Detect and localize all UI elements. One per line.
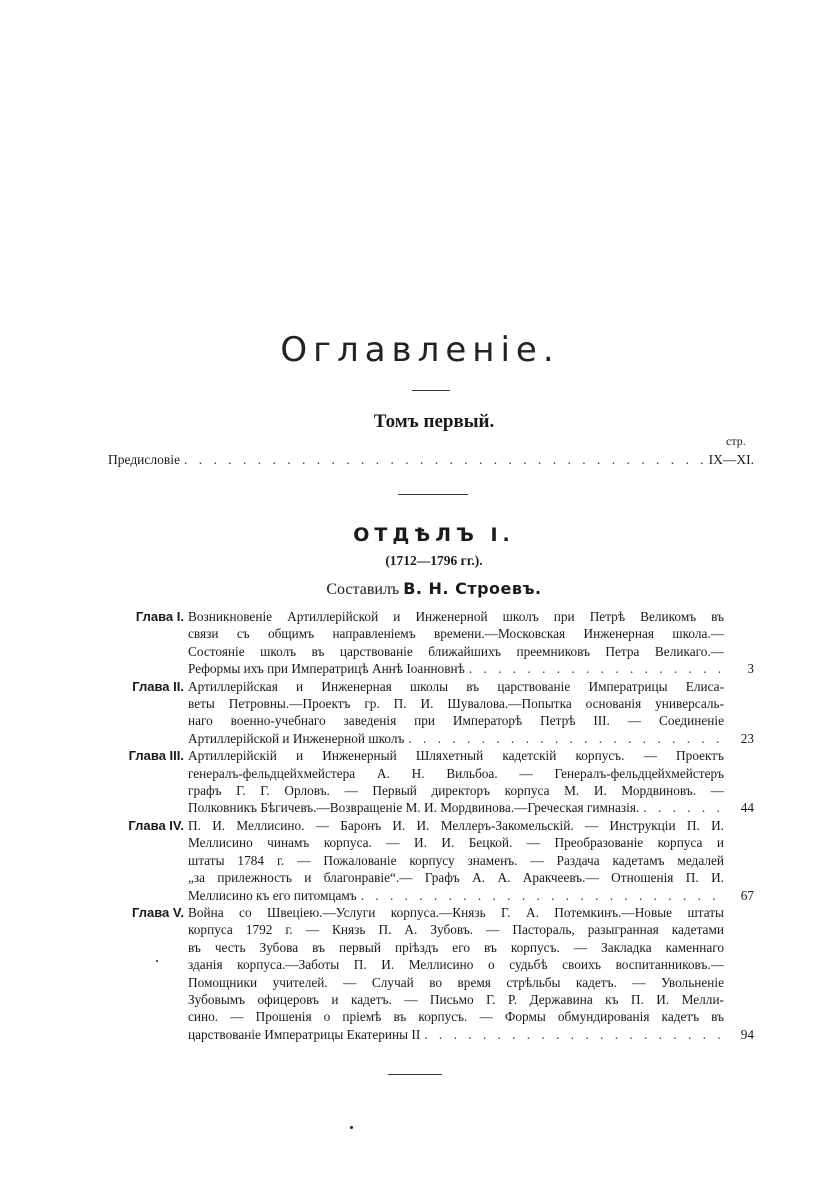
chapter-entry[interactable] <box>116 747 754 817</box>
dot-leader <box>184 452 705 468</box>
chapter-label: Глава IV. <box>128 817 184 833</box>
chapter-label: Глава I. <box>135 609 184 624</box>
chapter-text-line: веты Петровны.—Проектъ гр. П. И. Шувалова.—Попытка основанія универсаль- <box>188 696 724 712</box>
dot-leader <box>643 799 720 816</box>
end-rule <box>388 1074 442 1075</box>
dot-leader <box>469 660 720 677</box>
chapter-list <box>116 608 754 1043</box>
chapter-text-line: наго военно-учебнаго заведенія при Императорѣ Петрѣ III. — Соединеніе <box>188 713 724 729</box>
dot-leader <box>424 1026 720 1043</box>
volume-heading: Томъ первый. <box>373 411 495 432</box>
chapter-text-line: связи съ общимъ направленіемъ времени.—Московская Инженерная школа.— <box>188 626 724 642</box>
page-speck <box>350 1126 353 1129</box>
chapter-page-number: 67 <box>740 887 754 903</box>
chapter-description <box>188 678 724 748</box>
chapter-page-number: 23 <box>740 730 754 746</box>
section-years: (1712—1796 гг.). <box>385 553 483 568</box>
chapter-page-number: 44 <box>740 800 754 816</box>
compiled-by <box>0 579 840 599</box>
chapter-text-line: Реформы ихъ при Императрицѣ Аннѣ Іоанновнѣ <box>188 661 465 677</box>
chapter-label: Глава II. <box>132 678 184 694</box>
chapter-last-line <box>188 660 724 677</box>
chapter-label: Глава V. <box>132 904 184 920</box>
compiled-label: Составилъ <box>326 581 400 598</box>
chapter-text-line: Состояніе школъ въ царствованіе ближайшихъ преемниковъ Петра Великаго.— <box>188 643 724 659</box>
chapter-text-line: Меллисино чинамъ корпуса. — И. И. Бецкой. — Преобразованіе корпуса и <box>188 835 724 851</box>
chapter-text-line: Артиллерійская и Инженерная школы въ царствованіе Императрицы Елиса- <box>188 678 724 694</box>
chapter-entry[interactable] <box>116 608 754 678</box>
section-rule <box>398 494 468 495</box>
chapter-description <box>188 817 724 904</box>
page-column-label: стр. <box>726 434 746 448</box>
chapter-text-line: Меллисино къ его питомцамъ <box>188 887 357 903</box>
page-speck <box>156 960 158 962</box>
section-title: ОТДѢЛЪ I. <box>353 524 515 546</box>
dot-leader <box>361 887 720 904</box>
chapter-description <box>188 747 724 817</box>
title-rule <box>412 390 450 391</box>
preface-label: Предисловіе <box>108 452 181 467</box>
chapter-entry[interactable] <box>116 678 754 748</box>
chapter-last-line <box>188 1026 724 1043</box>
chapter-text-line: Полковникъ Бѣгичевъ.—Возвращеніе М. И. Мордвинова.—Греческая гимназія. <box>188 800 640 816</box>
chapter-text-line: генералъ-фельдцейхмейстера А. Н. Вильбоа. — Генералъ-фельдцейхмейстеръ <box>188 765 724 781</box>
chapter-text-line: Артиллерійскій и Инженерный Шляхетный кадетскій корпусъ. — Проектъ <box>188 748 724 764</box>
chapter-text-line: царствованіе Императрицы Екатерины II <box>188 1026 421 1042</box>
preface-entry[interactable] <box>108 452 754 468</box>
chapter-entry[interactable] <box>116 904 754 1043</box>
chapter-text-line: корпуса 1792 г. — Князь П. А. Зубовъ. — Пастораль, разыгранная кадетами <box>188 922 724 938</box>
chapter-last-line <box>188 887 724 904</box>
page-title: Оглавленіе. <box>280 330 560 370</box>
chapter-text-line: въ честь Зубова въ первый пріѣздъ его въ корпусъ. — Закладка каменнаго <box>188 939 724 955</box>
chapter-text-line: штаты 1784 г. — Пожалованіе корпусу знаменъ. — Раздача кадетамъ медалей <box>188 852 724 868</box>
chapter-text-line: зданія корпуса.—Заботы П. И. Меллисино о судьбѣ своихъ воспитанниковъ.— <box>188 957 724 973</box>
chapter-label: Глава III. <box>128 748 184 764</box>
chapter-last-line <box>188 799 724 816</box>
chapter-page-number: 3 <box>747 661 754 677</box>
chapter-last-line <box>188 730 724 747</box>
chapter-text-line: „за прилежность и благонравіе“.— Графъ А. А. Аракчеевъ.— Отношенія П. И. <box>188 870 724 886</box>
chapter-text-line: П. И. Меллисино. — Баронъ И. И. Меллеръ-Закомельскій. — Инструкціи П. И. <box>188 817 724 833</box>
chapter-text-line: Артиллерійской и Инженерной школъ <box>188 730 405 746</box>
author-name: В. Н. Строевъ. <box>403 579 542 598</box>
chapter-entry[interactable] <box>116 817 754 904</box>
preface-pages: IX—XI. <box>708 452 754 467</box>
chapter-description <box>188 608 724 678</box>
chapter-text-line: Возникновеніе Артиллерійской и Инженерной школъ при Петрѣ Великомъ въ <box>188 609 724 624</box>
chapter-text-line: Помощники учителей. — Случай во время стрѣльбы кадетъ. — Увольненіе <box>188 974 724 990</box>
dot-leader <box>408 730 720 747</box>
chapter-text-line: графъ Г. Г. Орловъ. — Первый директоръ корпуса М. И. Мордвиновъ. — <box>188 783 724 799</box>
chapter-text-line: сино. — Прошенія о пріемѣ въ корпусъ. — Формы обмундированія кадетъ въ <box>188 1009 724 1025</box>
chapter-page-number: 94 <box>740 1026 754 1042</box>
chapter-text-line: Зубовымъ офицеровъ и кадетъ. — Письмо Г. Р. Державина къ П. И. Мелли- <box>188 991 724 1007</box>
chapter-description <box>188 904 724 1043</box>
chapter-text-line: Война со Швеціею.—Услуги корпуса.—Князь Г. А. Потемкинъ.—Новые штаты <box>188 904 724 920</box>
